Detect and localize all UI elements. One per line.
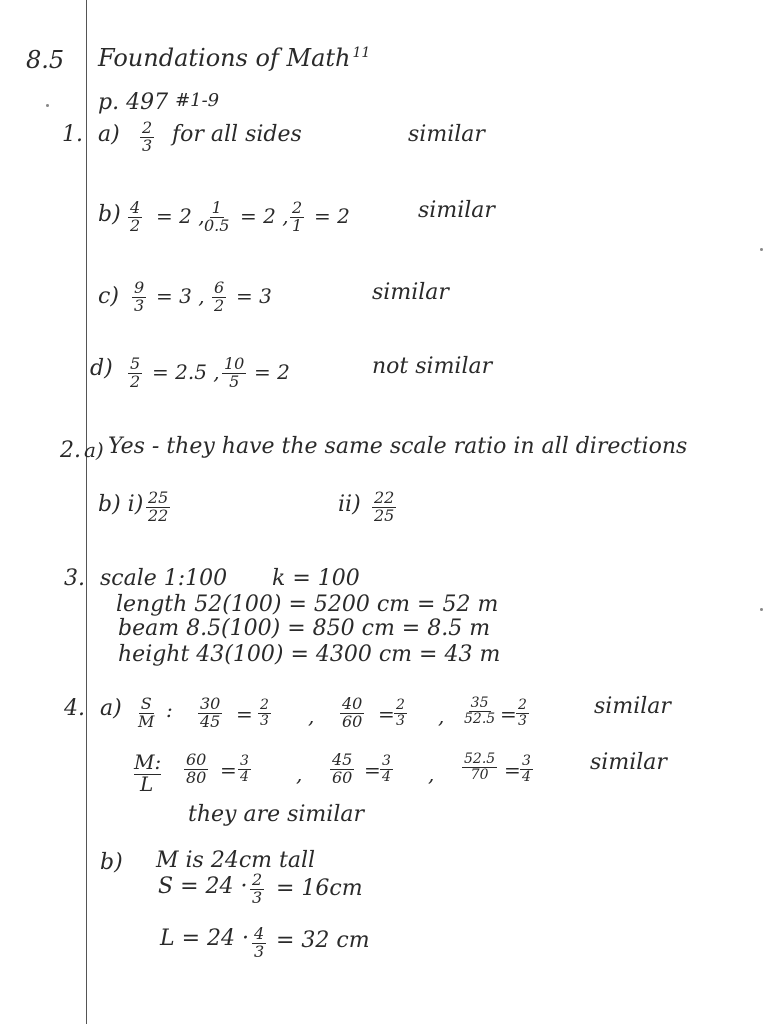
q4b-line-3-fraction [252, 926, 266, 961]
q4a-r1-comma-2: , [438, 704, 445, 728]
q4a-r1-frac-2-result [394, 698, 407, 728]
q1b-result: similar [418, 198, 495, 223]
q1b-label: b) [98, 202, 121, 227]
q4a-r1-frac-1-result [258, 698, 271, 728]
q4a-r1-frac-3 [462, 696, 497, 726]
q4b-line-3-left: L = 24 · [160, 926, 250, 951]
q4a-r1-colon: : [166, 698, 173, 722]
title-text: Foundations of Math [98, 44, 351, 72]
q2b-ii-fraction [372, 490, 396, 525]
q4a-label: a) [100, 696, 122, 721]
q4a-conclusion: they are similar [188, 802, 364, 827]
q4a-r1-f2-den: 60 [342, 711, 363, 731]
q4b-line-1: M is 24cm tall [156, 848, 316, 873]
q4b-l3-den: 3 [254, 941, 265, 961]
q4a-r1-eq-2: = [378, 702, 395, 726]
q3-k: k = 100 [272, 566, 360, 591]
q4a-r1-f1r-num: 2 [260, 697, 269, 713]
edge-dot [760, 608, 763, 611]
q4a-r1-lab-den: M [138, 711, 155, 731]
q4a-r1-result: similar [594, 694, 671, 719]
q4a-r1-eq-1: = [236, 702, 253, 726]
q4b-l2-den: 3 [252, 887, 263, 907]
q2b-label: b) i) [98, 492, 144, 517]
q4a-r1-f1r-den: 3 [260, 712, 269, 729]
q3-scale: scale 1:100 [100, 566, 228, 591]
q1b-eq-2: = 2 , [240, 204, 289, 228]
q4a-r1-f1-num: 30 [200, 694, 221, 713]
q1a-den: 3 [142, 135, 153, 155]
q1c-f1-den: 3 [134, 295, 145, 315]
q1a-text: for all sides [172, 122, 302, 147]
q4a-r1-f3-den: 52.5 [464, 710, 496, 727]
q1d-f2-num: 10 [224, 354, 245, 373]
q4b-line-2-right: = 16cm [276, 876, 363, 901]
q4a-r2-eq-3: = [504, 758, 521, 782]
q2a-label: a) [84, 438, 104, 462]
q1a-fraction [140, 120, 154, 155]
q4a-r1-f3r-num: 2 [518, 697, 527, 713]
q4a-r2-frac-3 [462, 752, 497, 782]
section-number: 8.5 [26, 46, 65, 74]
q4a-r1-f1-den: 45 [200, 711, 221, 731]
q4b-l3-num: 4 [254, 924, 265, 943]
q1b-fraction-1 [128, 200, 142, 235]
q1c-eq-1: = 3 , [156, 284, 205, 308]
margin-line [86, 0, 87, 1024]
q1b-eq-1: = 2 , [156, 204, 205, 228]
q2b-ii-label: ii) [338, 492, 361, 517]
assignment-line [98, 92, 219, 114]
q4a-r2-lab-num: M: [134, 750, 162, 774]
q2b-i-den: 22 [148, 505, 169, 525]
q4a-r2-frac-2-result [380, 754, 393, 784]
q4a-r2-f2r-num: 3 [382, 753, 391, 769]
q1d-eq-2: = 2 [254, 360, 290, 384]
assignment-problems: #1-9 [175, 90, 220, 111]
q3-beam: beam 8.5(100) = 850 cm = 8.5 m [118, 616, 491, 641]
q2b-i-num: 25 [148, 488, 169, 507]
q1d-eq-1: = 2.5 , [152, 360, 220, 384]
q4a-r2-frac-1-result [238, 754, 251, 784]
q4b-line-2-left: S = 24 · [158, 874, 248, 899]
q1b-fraction-3 [290, 200, 304, 235]
q1c-f2-den: 2 [214, 295, 225, 315]
q1a-num: 2 [142, 118, 153, 137]
q1d-result: not similar [372, 354, 493, 379]
q4a-r2-eq-2: = [364, 758, 381, 782]
q4a-r2-f3-den: 70 [470, 766, 489, 783]
q4a-r1-ratio-label [136, 696, 156, 731]
q1b-f3-den: 1 [292, 215, 303, 235]
q1c-eq-2: = 3 [236, 284, 272, 308]
q2a-answer: Yes - they have the same scale ratio in all directions [108, 434, 688, 459]
q1d-fraction-1 [128, 356, 142, 391]
q2b-ii-den: 25 [374, 505, 395, 525]
q3-length: length 52(100) = 5200 cm = 52 m [116, 592, 499, 617]
q4a-r1-f2-num: 40 [342, 694, 363, 713]
q1d-label: d) [90, 356, 113, 381]
q4a-r1-frac-1 [198, 696, 222, 731]
q2b-i-fraction [146, 490, 170, 525]
q4-number: 4. [64, 696, 85, 721]
q1b-f2-den: 0.5 [204, 215, 230, 235]
q2-number: 2. [60, 438, 81, 463]
q1c-f2-num: 6 [214, 278, 225, 297]
q1c-label: c) [98, 284, 119, 309]
q4a-r1-f2r-den: 3 [396, 712, 405, 729]
q4a-r1-comma-1: , [308, 704, 315, 728]
q1c-f1-num: 9 [134, 278, 145, 297]
q1b-f3-num: 2 [292, 198, 303, 217]
q1d-fraction-2 [222, 356, 246, 391]
q1d-f1-num: 5 [130, 354, 141, 373]
q4a-r2-frac-1 [184, 752, 208, 787]
q1a-label: a) [98, 122, 120, 147]
q4a-r2-frac-2 [330, 752, 354, 787]
q4a-r2-lab-den: L [140, 772, 154, 796]
q1c-fraction-1 [132, 280, 146, 315]
q4a-r2-f1-den: 80 [186, 767, 207, 787]
margin-dot [46, 104, 49, 107]
q1b-fraction-2 [202, 200, 231, 235]
q4a-r1-f3-num: 35 [470, 695, 489, 711]
q4a-r2-f2-num: 45 [332, 750, 353, 769]
q4a-r1-f3r-den: 3 [518, 712, 527, 729]
title-suffix: 11 [352, 45, 371, 61]
q4a-r2-f3r-num: 3 [522, 753, 531, 769]
q1c-result: similar [372, 280, 449, 305]
q2b-ii-num: 22 [374, 488, 395, 507]
q4a-r2-comma-2: , [428, 762, 435, 786]
q4a-r2-f2-den: 60 [332, 767, 353, 787]
q4b-label: b) [100, 850, 123, 875]
q1d-f1-den: 2 [130, 371, 141, 391]
q4a-r2-f1-num: 60 [186, 750, 207, 769]
q4a-r2-eq-1: = [220, 758, 237, 782]
q4a-r1-frac-2 [340, 696, 364, 731]
q4a-r1-eq-3: = [500, 702, 517, 726]
q4a-r2-comma-1: , [296, 762, 303, 786]
q4a-r1-lab-num: S [140, 694, 152, 713]
assignment-pages: p. 497 [98, 90, 169, 115]
q4a-r2-ratio-label [134, 752, 161, 772]
q4a-r1-f2r-num: 2 [396, 697, 405, 713]
q4b-l2-num: 2 [252, 870, 263, 889]
q1b-f1-den: 2 [130, 215, 141, 235]
q4a-r2-result: similar [590, 750, 667, 775]
page-title [98, 46, 370, 70]
q1b-eq-3: = 2 [314, 204, 350, 228]
q3-number: 3. [64, 566, 85, 591]
q4a-r2-frac-3-result [520, 754, 533, 784]
q4a-r2-f2r-den: 4 [382, 768, 391, 785]
q1b-f2-num: 1 [211, 198, 222, 217]
q4b-line-3-right: = 32 cm [276, 928, 370, 953]
q1d-f2-den: 5 [229, 371, 240, 391]
q1c-fraction-2 [212, 280, 226, 315]
q4a-r2-f3r-den: 4 [522, 768, 531, 785]
q1b-f1-num: 4 [130, 198, 141, 217]
q4a-r2-f1r-num: 3 [240, 753, 249, 769]
q1a-result: similar [408, 122, 485, 147]
q4a-r2-f3-num: 52.5 [464, 751, 496, 767]
q4a-r2-f1r-den: 4 [240, 768, 249, 785]
q4a-r1-frac-3-result [516, 698, 529, 728]
q3-height: height 43(100) = 4300 cm = 43 m [118, 642, 501, 667]
q1-number: 1. [62, 122, 83, 147]
edge-dot [760, 248, 763, 251]
q4b-line-2-fraction [250, 872, 264, 907]
